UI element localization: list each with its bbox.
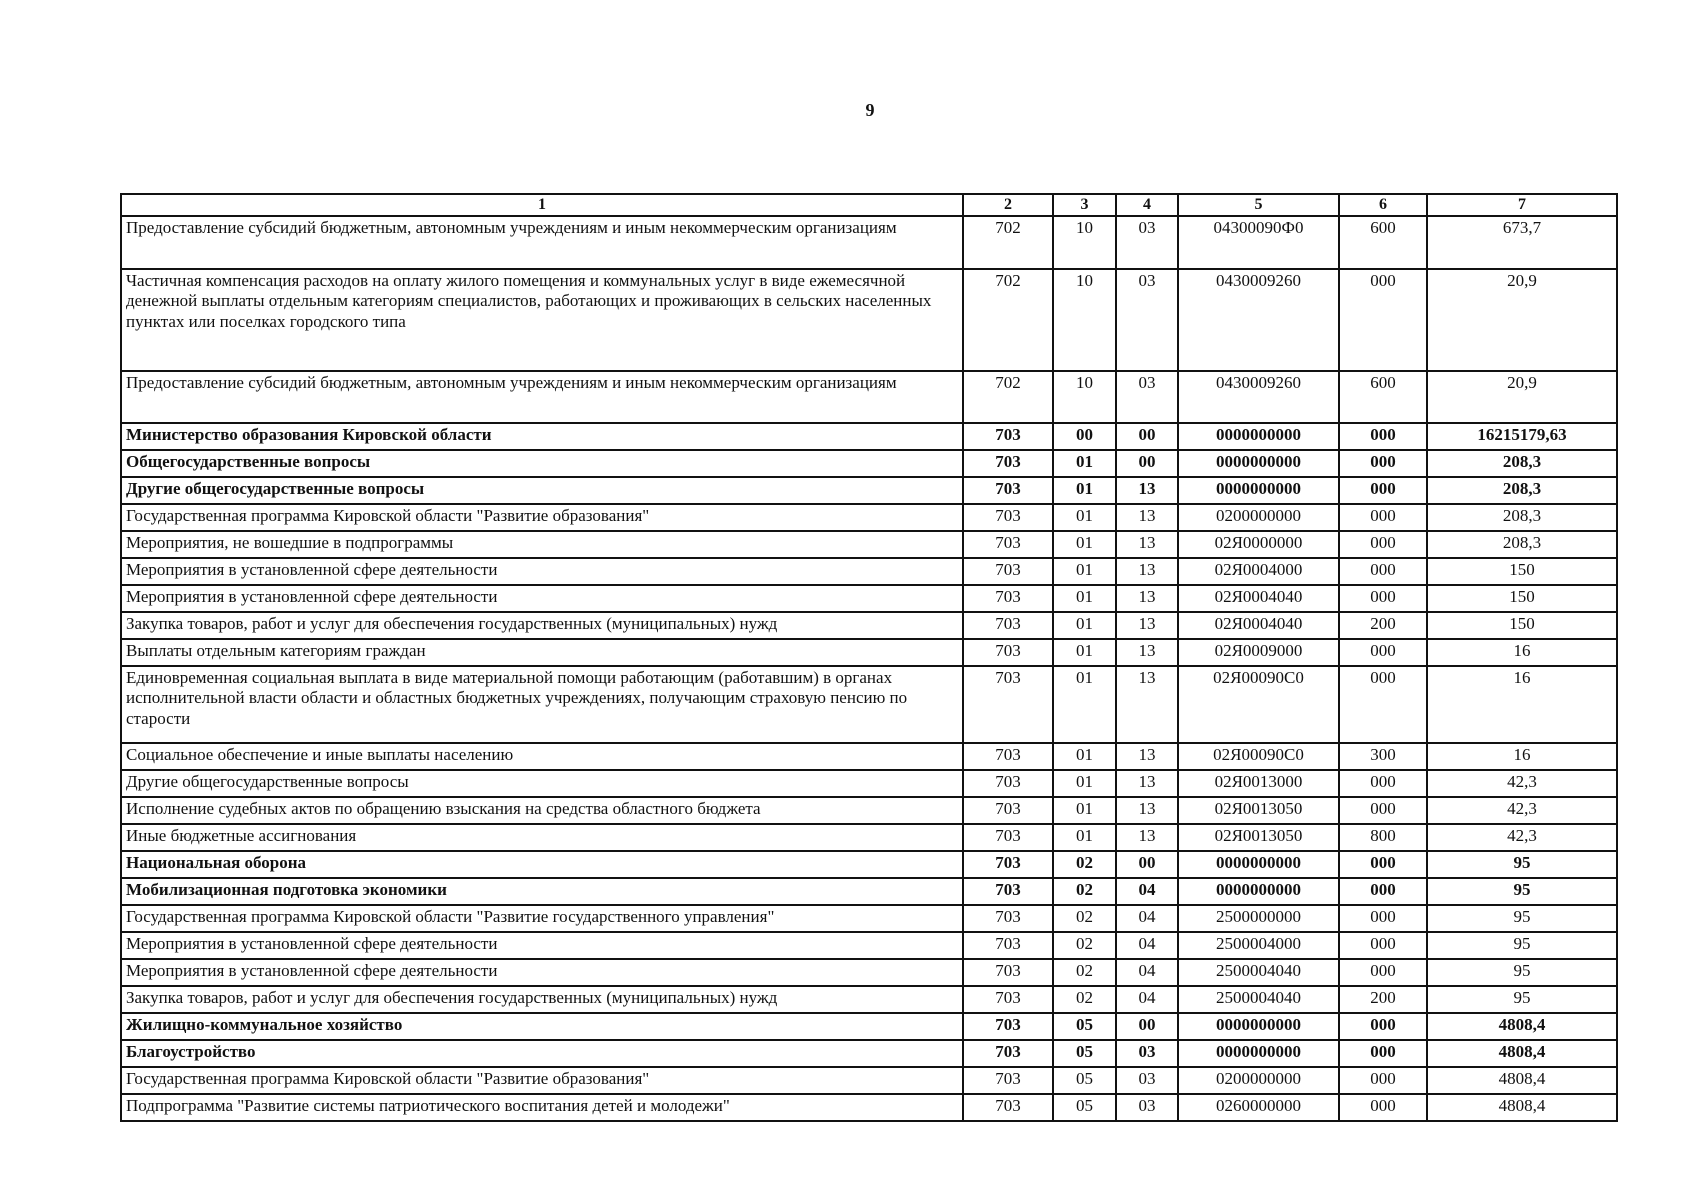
target-article-cell: 2500004040 — [1178, 986, 1339, 1013]
table-row — [121, 585, 1617, 612]
row-name-cell: Исполнение судебных актов по обращению взыскания на средства областного бюджета — [121, 797, 963, 824]
expense-type-cell: 000 — [1339, 639, 1427, 666]
target-article-cell: 0000000000 — [1178, 878, 1339, 905]
section-cell: 02 — [1053, 932, 1116, 959]
section-cell: 10 — [1053, 371, 1116, 423]
table-row — [121, 851, 1617, 878]
table-row — [121, 216, 1617, 269]
table-row — [121, 666, 1617, 743]
column-header-3: 3 — [1053, 194, 1116, 216]
target-article-cell: 0000000000 — [1178, 423, 1339, 450]
subsection-cell: 13 — [1116, 585, 1178, 612]
table-row — [121, 959, 1617, 986]
table-row — [121, 558, 1617, 585]
section-cell: 01 — [1053, 585, 1116, 612]
section-cell: 10 — [1053, 216, 1116, 269]
expense-type-cell: 000 — [1339, 851, 1427, 878]
column-header-2: 2 — [963, 194, 1053, 216]
admin-code-cell: 703 — [963, 824, 1053, 851]
admin-code-cell: 702 — [963, 269, 1053, 371]
expense-type-cell: 000 — [1339, 1040, 1427, 1067]
row-name-cell: Социальное обеспечение и иные выплаты населению — [121, 743, 963, 770]
row-name-cell: Мероприятия, не вошедшие в подпрограммы — [121, 531, 963, 558]
section-cell: 01 — [1053, 824, 1116, 851]
table-row — [121, 743, 1617, 770]
expense-type-cell: 000 — [1339, 932, 1427, 959]
amount-cell: 95 — [1427, 959, 1617, 986]
column-header-4: 4 — [1116, 194, 1178, 216]
section-cell: 02 — [1053, 986, 1116, 1013]
expense-type-cell: 600 — [1339, 371, 1427, 423]
table-row — [121, 770, 1617, 797]
admin-code-cell: 703 — [963, 1094, 1053, 1121]
table-row — [121, 423, 1617, 450]
admin-code-cell: 703 — [963, 477, 1053, 504]
row-name-cell: Другие общегосударственные вопросы — [121, 477, 963, 504]
subsection-cell: 03 — [1116, 269, 1178, 371]
section-cell: 01 — [1053, 450, 1116, 477]
amount-cell: 208,3 — [1427, 504, 1617, 531]
expense-type-cell: 200 — [1339, 612, 1427, 639]
admin-code-cell: 703 — [963, 531, 1053, 558]
target-article-cell: 02Я0000000 — [1178, 531, 1339, 558]
section-cell: 05 — [1053, 1094, 1116, 1121]
table-row — [121, 878, 1617, 905]
subsection-cell: 04 — [1116, 932, 1178, 959]
table-row — [121, 269, 1617, 371]
expense-type-cell: 000 — [1339, 770, 1427, 797]
section-cell: 05 — [1053, 1013, 1116, 1040]
amount-cell: 4808,4 — [1427, 1094, 1617, 1121]
table-row — [121, 932, 1617, 959]
row-name-cell: Национальная оборона — [121, 851, 963, 878]
expense-type-cell: 000 — [1339, 531, 1427, 558]
admin-code-cell: 703 — [963, 878, 1053, 905]
admin-code-cell: 703 — [963, 851, 1053, 878]
amount-cell: 95 — [1427, 905, 1617, 932]
row-name-cell: Закупка товаров, работ и услуг для обеспечения государственных (муниципальных) нужд — [121, 612, 963, 639]
subsection-cell: 13 — [1116, 639, 1178, 666]
admin-code-cell: 703 — [963, 585, 1053, 612]
target-article-cell: 02Я0004040 — [1178, 585, 1339, 612]
row-name-cell: Другие общегосударственные вопросы — [121, 770, 963, 797]
row-name-cell: Закупка товаров, работ и услуг для обеспечения государственных (муниципальных) нужд — [121, 986, 963, 1013]
row-name-cell: Государственная программа Кировской области "Развитие образования" — [121, 1067, 963, 1094]
target-article-cell: 0000000000 — [1178, 450, 1339, 477]
amount-cell: 42,3 — [1427, 797, 1617, 824]
table-header-row — [121, 194, 1617, 216]
section-cell: 01 — [1053, 743, 1116, 770]
admin-code-cell: 703 — [963, 450, 1053, 477]
target-article-cell: 02Я00090С0 — [1178, 666, 1339, 743]
target-article-cell: 04300090Ф0 — [1178, 216, 1339, 269]
amount-cell: 42,3 — [1427, 824, 1617, 851]
row-name-cell: Единовременная социальная выплата в виде материальной помощи работающим (работавшим) в органах исполнительной власти области и областных бюджетных учреждениях, получающим страховую пенсию по старости — [121, 666, 963, 743]
target-article-cell: 02Я0004000 — [1178, 558, 1339, 585]
admin-code-cell: 703 — [963, 504, 1053, 531]
expense-type-cell: 000 — [1339, 1013, 1427, 1040]
table-row — [121, 1067, 1617, 1094]
target-article-cell: 0430009260 — [1178, 371, 1339, 423]
target-article-cell: 0200000000 — [1178, 1067, 1339, 1094]
admin-code-cell: 703 — [963, 612, 1053, 639]
section-cell: 01 — [1053, 477, 1116, 504]
amount-cell: 4808,4 — [1427, 1013, 1617, 1040]
admin-code-cell: 703 — [963, 986, 1053, 1013]
amount-cell: 4808,4 — [1427, 1040, 1617, 1067]
subsection-cell: 13 — [1116, 797, 1178, 824]
section-cell: 02 — [1053, 851, 1116, 878]
expense-type-cell: 000 — [1339, 905, 1427, 932]
expense-type-cell: 800 — [1339, 824, 1427, 851]
column-header-5: 5 — [1178, 194, 1339, 216]
row-name-cell: Министерство образования Кировской области — [121, 423, 963, 450]
section-cell: 01 — [1053, 504, 1116, 531]
table-row — [121, 450, 1617, 477]
expense-type-cell: 600 — [1339, 216, 1427, 269]
admin-code-cell: 703 — [963, 743, 1053, 770]
subsection-cell: 03 — [1116, 216, 1178, 269]
amount-cell: 150 — [1427, 585, 1617, 612]
subsection-cell: 13 — [1116, 666, 1178, 743]
expense-type-cell: 000 — [1339, 450, 1427, 477]
subsection-cell: 04 — [1116, 959, 1178, 986]
amount-cell: 16 — [1427, 743, 1617, 770]
section-cell: 01 — [1053, 666, 1116, 743]
row-name-cell: Предоставление субсидий бюджетным, автономным учреждениям и иным некоммерческим организациям — [121, 216, 963, 269]
row-name-cell: Мобилизационная подготовка экономики — [121, 878, 963, 905]
amount-cell: 20,9 — [1427, 269, 1617, 371]
admin-code-cell: 703 — [963, 666, 1053, 743]
table-row — [121, 639, 1617, 666]
subsection-cell: 00 — [1116, 1013, 1178, 1040]
expense-type-cell: 000 — [1339, 558, 1427, 585]
amount-cell: 95 — [1427, 878, 1617, 905]
table-row — [121, 824, 1617, 851]
subsection-cell: 13 — [1116, 612, 1178, 639]
expense-type-cell: 000 — [1339, 585, 1427, 612]
amount-cell: 673,7 — [1427, 216, 1617, 269]
expense-type-cell: 000 — [1339, 959, 1427, 986]
expense-type-cell: 000 — [1339, 666, 1427, 743]
table-row — [121, 371, 1617, 423]
section-cell: 01 — [1053, 558, 1116, 585]
amount-cell: 16215179,63 — [1427, 423, 1617, 450]
amount-cell: 95 — [1427, 986, 1617, 1013]
subsection-cell: 13 — [1116, 504, 1178, 531]
page-number: 9 — [865, 100, 875, 120]
table-row — [121, 504, 1617, 531]
admin-code-cell: 703 — [963, 1067, 1053, 1094]
subsection-cell: 04 — [1116, 878, 1178, 905]
amount-cell: 150 — [1427, 558, 1617, 585]
table-row — [121, 612, 1617, 639]
target-article-cell: 0000000000 — [1178, 477, 1339, 504]
subsection-cell: 00 — [1116, 450, 1178, 477]
target-article-cell: 0260000000 — [1178, 1094, 1339, 1121]
amount-cell: 208,3 — [1427, 531, 1617, 558]
admin-code-cell: 703 — [963, 639, 1053, 666]
amount-cell: 208,3 — [1427, 477, 1617, 504]
row-name-cell: Государственная программа Кировской области "Развитие образования" — [121, 504, 963, 531]
target-article-cell: 0000000000 — [1178, 1013, 1339, 1040]
row-name-cell: Общегосударственные вопросы — [121, 450, 963, 477]
table-row — [121, 905, 1617, 932]
row-name-cell: Благоустройство — [121, 1040, 963, 1067]
column-header-7: 7 — [1427, 194, 1617, 216]
admin-code-cell: 702 — [963, 216, 1053, 269]
admin-code-cell: 703 — [963, 558, 1053, 585]
row-name-cell: Жилищно-коммунальное хозяйство — [121, 1013, 963, 1040]
admin-code-cell: 703 — [963, 1013, 1053, 1040]
row-name-cell: Мероприятия в установленной сфере деятельности — [121, 558, 963, 585]
subsection-cell: 04 — [1116, 905, 1178, 932]
row-name-cell: Подпрограмма "Развитие системы патриотического воспитания детей и молодежи" — [121, 1094, 963, 1121]
section-cell: 05 — [1053, 1040, 1116, 1067]
table-row — [121, 477, 1617, 504]
section-cell: 02 — [1053, 905, 1116, 932]
target-article-cell: 02Я0013050 — [1178, 824, 1339, 851]
admin-code-cell: 703 — [963, 932, 1053, 959]
row-name-cell: Предоставление субсидий бюджетным, автономным учреждениям и иным некоммерческим организациям — [121, 371, 963, 423]
admin-code-cell: 703 — [963, 797, 1053, 824]
row-name-cell: Мероприятия в установленной сфере деятельности — [121, 932, 963, 959]
admin-code-cell: 703 — [963, 905, 1053, 932]
amount-cell: 4808,4 — [1427, 1067, 1617, 1094]
amount-cell: 95 — [1427, 851, 1617, 878]
subsection-cell: 03 — [1116, 1040, 1178, 1067]
admin-code-cell: 702 — [963, 371, 1053, 423]
section-cell: 01 — [1053, 612, 1116, 639]
subsection-cell: 13 — [1116, 558, 1178, 585]
budget-table — [120, 193, 1618, 1122]
expense-type-cell: 000 — [1339, 269, 1427, 371]
section-cell: 10 — [1053, 269, 1116, 371]
table-body — [121, 216, 1617, 1121]
section-cell: 01 — [1053, 770, 1116, 797]
subsection-cell: 03 — [1116, 1067, 1178, 1094]
row-name-cell: Частичная компенсация расходов на оплату жилого помещения и коммунальных услуг в виде ежемесячной денежной выплаты отдельным категориям специалистов, работающих и проживающих в сельских населенных пунктах или поселках городского типа — [121, 269, 963, 371]
target-article-cell: 02Я0004040 — [1178, 612, 1339, 639]
table-row — [121, 986, 1617, 1013]
section-cell: 01 — [1053, 797, 1116, 824]
subsection-cell: 13 — [1116, 477, 1178, 504]
target-article-cell: 2500004040 — [1178, 959, 1339, 986]
amount-cell: 42,3 — [1427, 770, 1617, 797]
expense-type-cell: 200 — [1339, 986, 1427, 1013]
amount-cell: 16 — [1427, 639, 1617, 666]
section-cell: 05 — [1053, 1067, 1116, 1094]
section-cell: 02 — [1053, 878, 1116, 905]
target-article-cell: 2500004000 — [1178, 932, 1339, 959]
section-cell: 01 — [1053, 531, 1116, 558]
expense-type-cell: 000 — [1339, 1067, 1427, 1094]
table-row — [121, 531, 1617, 558]
subsection-cell: 13 — [1116, 824, 1178, 851]
table-row — [121, 1013, 1617, 1040]
target-article-cell: 2500000000 — [1178, 905, 1339, 932]
target-article-cell: 02Я0013050 — [1178, 797, 1339, 824]
column-header-1: 1 — [121, 194, 963, 216]
section-cell: 02 — [1053, 959, 1116, 986]
amount-cell: 150 — [1427, 612, 1617, 639]
expense-type-cell: 000 — [1339, 878, 1427, 905]
target-article-cell: 02Я0013000 — [1178, 770, 1339, 797]
subsection-cell: 04 — [1116, 986, 1178, 1013]
table-row — [121, 1040, 1617, 1067]
admin-code-cell: 703 — [963, 1040, 1053, 1067]
admin-code-cell: 703 — [963, 770, 1053, 797]
table-row — [121, 1094, 1617, 1121]
target-article-cell: 0430009260 — [1178, 269, 1339, 371]
section-cell: 01 — [1053, 639, 1116, 666]
target-article-cell: 02Я00090С0 — [1178, 743, 1339, 770]
row-name-cell: Выплаты отдельным категориям граждан — [121, 639, 963, 666]
table-row — [121, 797, 1617, 824]
subsection-cell: 13 — [1116, 743, 1178, 770]
target-article-cell: 0000000000 — [1178, 1040, 1339, 1067]
admin-code-cell: 703 — [963, 959, 1053, 986]
row-name-cell: Мероприятия в установленной сфере деятельности — [121, 585, 963, 612]
target-article-cell: 0200000000 — [1178, 504, 1339, 531]
expense-type-cell: 000 — [1339, 504, 1427, 531]
expense-type-cell: 000 — [1339, 1094, 1427, 1121]
subsection-cell: 03 — [1116, 1094, 1178, 1121]
subsection-cell: 00 — [1116, 423, 1178, 450]
subsection-cell: 03 — [1116, 371, 1178, 423]
subsection-cell: 00 — [1116, 851, 1178, 878]
admin-code-cell: 703 — [963, 423, 1053, 450]
target-article-cell: 02Я0009000 — [1178, 639, 1339, 666]
amount-cell: 208,3 — [1427, 450, 1617, 477]
row-name-cell: Иные бюджетные ассигнования — [121, 824, 963, 851]
expense-type-cell: 000 — [1339, 797, 1427, 824]
subsection-cell: 13 — [1116, 531, 1178, 558]
row-name-cell: Государственная программа Кировской области "Развитие государственного управления" — [121, 905, 963, 932]
amount-cell: 95 — [1427, 932, 1617, 959]
amount-cell: 16 — [1427, 666, 1617, 743]
amount-cell: 20,9 — [1427, 371, 1617, 423]
expense-type-cell: 300 — [1339, 743, 1427, 770]
section-cell: 00 — [1053, 423, 1116, 450]
row-name-cell: Мероприятия в установленной сфере деятельности — [121, 959, 963, 986]
expense-type-cell: 000 — [1339, 477, 1427, 504]
subsection-cell: 13 — [1116, 770, 1178, 797]
column-header-6: 6 — [1339, 194, 1427, 216]
expense-type-cell: 000 — [1339, 423, 1427, 450]
target-article-cell: 0000000000 — [1178, 851, 1339, 878]
